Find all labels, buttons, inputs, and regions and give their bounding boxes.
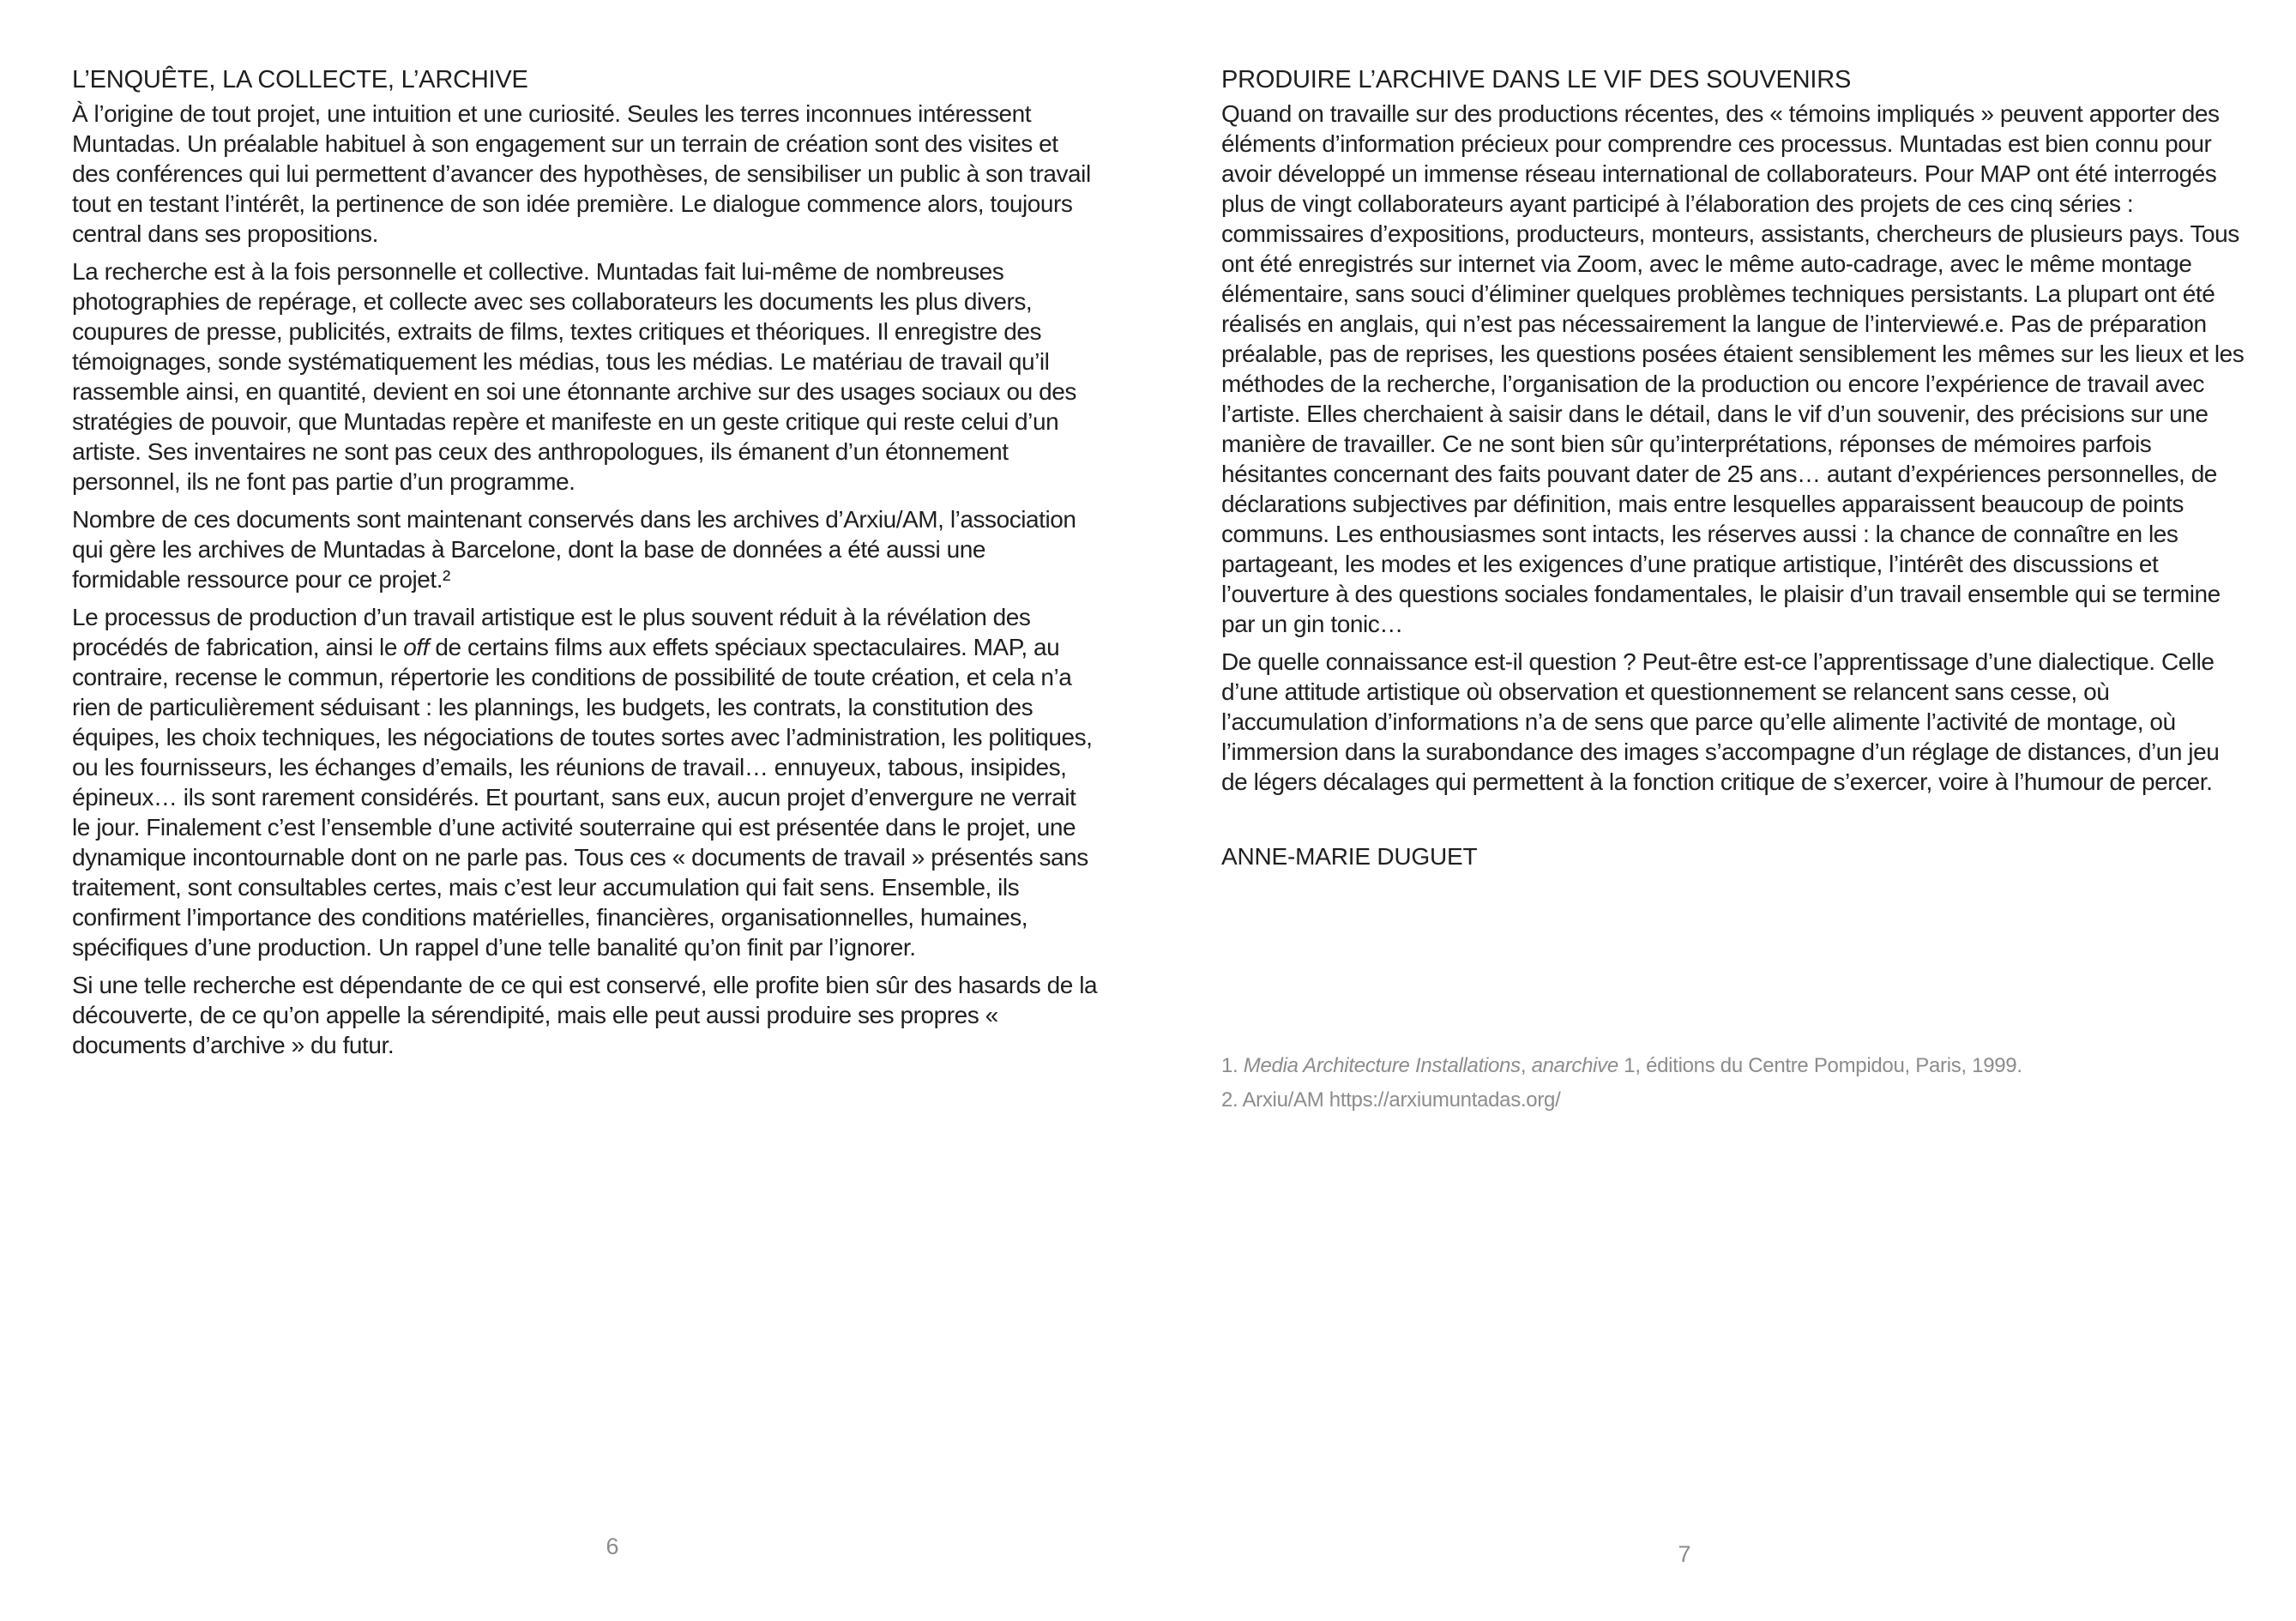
left-paragraph-3: Nombre de ces documents sont maintenant conservés dans les archives d’Arxiu/AM, l’association qui gère les archives de Muntadas à Barcelone, dont la base de données a été aussi une formidable ressource pour ce projet.² — [72, 506, 1076, 593]
left-paragraph-2: La recherche est à la fois personnelle et collective. Muntadas fait lui-même de nombreuses photographies de repérage, et collecte avec ses collaborateurs les documents les plus divers, coupures de presse, publicités, extraits de films, textes critiques et théoriques. Il enregistre des témoignages, sonde systématiquement les médias, tous les médias. Le matériau de travail qu’il rassemble ainsi, en quantité, devient en soi une étonnante archive sur des usages sociaux ou des stratégies de pouvoir, que Muntadas repère et manifeste en un geste critique qui reste celui d’un artiste. Ses inventaires ne sont pas ceux des anthropologues, ils émanent d’un étonnement personnel, ils ne font pas partie d’un programme. — [72, 258, 1076, 495]
footnote-1: 1. Media Architecture Installations, anarchive 1, éditions du Centre Pompidou, Paris, 1999. — [1221, 1054, 2022, 1077]
right-paragraph-1: Quand on travaille sur des productions récentes, des « témoins impliqués » peuvent apporter des éléments d’information précieux pour comprendre ces processus. Muntadas est bien connu pour avoir développé un immense réseau international de collaborateurs. Pour MAP ont été interrogés plus de vingt collaborateurs ayant participé à l’élaboration des projets de ces cinq séries : commissaires d’expositions, producteurs, monteurs, assistants, chercheurs de plusieurs pays. Tous ont été enregistrés sur internet via Zoom, avec le même auto-cadrage, avec le même montage élémentaire, sans souci d’éliminer quelques problèmes techniques persistants. La plupart ont été réalisés en anglais, qui n’est pas nécessairement la langue de l’interviewé.e. Pas de préparation préalable, pas de reprises, les questions posées étaient sensiblement les mêmes sur les lieux et les méthodes de la recherche, l’organisation de la production ou encore l’expérience de travail avec l’artiste. Elles cherchaient à saisir dans le détail, dans le vif d’un souvenir, des précisions sur une manière de travailler. Ce ne sont bien sûr qu’interprétations, réponses de mémoires parfois hésitantes concernant des faits pouvant dater de 25 ans… autant d’expériences personnelles, de déclarations subjectives par définition, mais entre lesquelles apparaissent beaucoup de points communs. Les enthousiasmes sont intacts, les réserves aussi : la chance de connaître en les partageant, les modes et les exigences d’une pratique artistique, l’intérêt des discussions et l’ouverture à des questions sociales fondamentales, le plaisir d’un travail ensemble qui se termine par un gin tonic… — [1221, 100, 2245, 637]
page-number-right: 7 — [1678, 1541, 1691, 1567]
footnote-2: 2. Arxiu/AM https://arxiumuntadas.org/ — [1221, 1088, 1561, 1112]
left-paragraph-4: Le processus de production d’un travail artistique est le plus souvent réduit à la révélation des procédés de fabrication, ainsi le off de certains films aux effets spéciaux spectaculaires. MAP, au contraire, recense le commun, répertorie les conditions de possibilité de toute création, et cela n’a rien de particulièrement séduisant : les plannings, les budgets, les contrats, la constitution des équipes, les choix techniques, les négociations de toutes sortes avec l’administration, les politiques, ou les fournisseurs, les échanges d’emails, les réunions de travail… ennuyeux, tabous, insipides, épineux… ils sont rarement considérés. Et pourtant, sans eux, aucun projet d’envergure ne verrait le jour. Finalement c’est l’ensemble d’une activité souterraine qui est présentée dans le projet, une dynamique incontournable dont on ne parle pas. Tous ces « documents de travail » présentés sans traitement, sont consultables certes, mais c’est leur accumulation qui fait sens. Ensemble, ils confirment l’importance des conditions matérielles, financières, organisationnelles, humaines, spécifiques d’une production. Un rappel d’une telle banalité qu’on finit par l’ignorer. — [72, 604, 1093, 961]
page-right-text-column — [1221, 65, 2247, 871]
right-page-title: PRODUIRE L’ARCHIVE DANS LE VIF DES SOUVENIRS — [1221, 66, 1852, 93]
author-name: ANNE-MARIE DUGUET — [1221, 843, 1478, 870]
page-number-left: 6 — [606, 1534, 619, 1559]
left-paragraph-5: Si une telle recherche est dépendante de ce qui est conservé, elle profite bien sûr des hasards de la découverte, de ce qu’on appelle la sérendipité, mais elle peut aussi produire ses propres « documents d’archive » du futur. — [72, 972, 1098, 1058]
page-left-text-column — [72, 65, 1098, 1068]
right-paragraph-2: De quelle connaissance est-il question ? Peut-être est-ce l’apprentissage d’une dialectique. Celle d’une attitude artistique où observation et questionnement se relancent sans cesse, où l’accumulation d’informations n’a de sens que parce qu’elle alimente l’activité de montage, où l’immersion dans la surabondance des images s’accompagne d’un réglage de distances, d’un jeu de légers décalages qui permettent à la fonction critique de s’exercer, voire à l’humour de percer. — [1221, 648, 2220, 795]
footnotes-block — [1221, 1053, 2247, 1122]
left-page-title: L’ENQUÊTE, LA COLLECTE, L’ARCHIVE — [72, 66, 528, 93]
left-paragraph-1: À l’origine de tout projet, une intuition et une curiosité. Seules les terres inconnues intéressent Muntadas. Un préalable habituel à son engagement sur un terrain de création sont des visites et des conférences qui lui permettent d’avancer des hypothèses, de sensibiliser un public à son travail tout en testant l’intérêt, la pertinence de son idée première. Le dialogue commence alors, toujours central dans ses propositions. — [72, 100, 1091, 247]
